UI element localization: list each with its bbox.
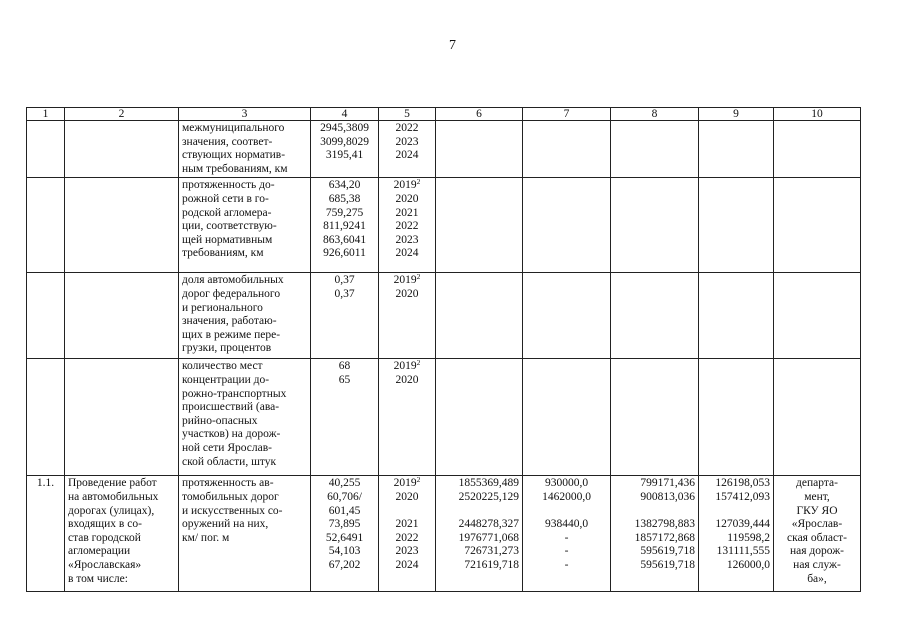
federal-funding-cell (523, 359, 611, 476)
indicator-value-cell: 68 65 (311, 359, 379, 476)
year-line (382, 505, 432, 519)
column-number: 8 (611, 108, 699, 121)
year-line (382, 545, 432, 559)
total-funding-cell (436, 121, 523, 178)
year-line (382, 532, 432, 546)
year-line (382, 136, 432, 150)
year-value: 2024 (395, 149, 419, 162)
column-number-row (27, 108, 861, 121)
total-funding-cell (436, 359, 523, 476)
year-line (382, 518, 432, 532)
year-line (382, 360, 432, 374)
year-cell (379, 359, 436, 476)
year-value: 2021 (395, 518, 419, 531)
column-number: 1 (27, 108, 65, 121)
table-row (27, 121, 861, 178)
activity-name-cell: Проведение работ на автомобильных дорогах (улицах), входящих в со- став городской агломерации «Ярославская» в том числе: (65, 476, 179, 592)
year-line (382, 149, 432, 163)
executor-cell (774, 178, 861, 273)
year-line (382, 274, 432, 288)
year-value: 2019 (393, 477, 417, 490)
footnote-marker: 2 (416, 358, 421, 368)
table-row (27, 273, 861, 359)
year-value: 2023 (395, 233, 419, 246)
year-value: 2019 (393, 360, 417, 373)
activity-name-cell (65, 273, 179, 359)
table-row (27, 476, 861, 592)
indicator-name-cell: доля автомобильных дорог федерального и регионального значения, работаю- щих в режиме пере- грузки, процентов (179, 273, 311, 359)
item-number-cell (27, 273, 65, 359)
indicator-name-cell: межмуниципального значения, соответ- ствующих норматив- ным требованиям, км (179, 121, 311, 178)
indicator-name-cell: протяженность до- рожной сети в го- родской агломера- ции, соответствую- щей нормативным требованиям, км (179, 178, 311, 273)
year-cell (379, 121, 436, 178)
regional-funding-cell (611, 121, 699, 178)
column-number: 5 (379, 108, 436, 121)
year-value: 2023 (395, 135, 419, 148)
year-value: 2024 (395, 247, 419, 260)
year-value: 2020 (395, 373, 419, 386)
page-number: 7 (449, 38, 456, 53)
regional-funding-cell (611, 273, 699, 359)
federal-funding-cell: 930000,0 1462000,0 938440,0 - - - (523, 476, 611, 592)
year-value: 2023 (395, 545, 419, 558)
year-cell (379, 273, 436, 359)
year-value: 2024 (395, 558, 419, 571)
year-line (382, 288, 432, 302)
regional-funding-cell (611, 178, 699, 273)
footnote-marker: 2 (416, 177, 421, 187)
indicator-name-cell: протяженность ав- томобильных дорог и искусственных со- оружений на них, км/ пог. м (179, 476, 311, 592)
local-funding-cell (699, 359, 774, 476)
executor-cell (774, 359, 861, 476)
local-funding-cell: 126198,053 157412,093 127039,444 119598,2 131111,555 126000,0 (699, 476, 774, 592)
column-number: 10 (774, 108, 861, 121)
year-line (382, 179, 432, 193)
year-line (382, 122, 432, 136)
local-funding-cell (699, 121, 774, 178)
indicator-value-cell: 0,37 0,37 (311, 273, 379, 359)
table-row (27, 178, 861, 273)
item-number-cell (27, 359, 65, 476)
federal-funding-cell (523, 121, 611, 178)
indicator-value-cell: 40,255 60,706/ 601,45 73,895 52,6491 54,103 67,202 (311, 476, 379, 592)
item-number-cell (27, 121, 65, 178)
federal-funding-cell (523, 178, 611, 273)
indicator-name-cell: количество мест концентрации до- рожно-транспортных происшествий (ава- рийно-опасных участков) на дорож- ной сети Ярослав- ской области, штук (179, 359, 311, 476)
executor-cell: департа- мент, ГКУ ЯО «Ярослав- ская област- ная дорож- ная служ- ба», (774, 476, 861, 592)
year-value: 2020 (395, 287, 419, 300)
indicator-value-cell: 634,20 685,38 759,275 811,9241 863,6041 926,6011 (311, 178, 379, 273)
footnote-marker: 2 (416, 272, 421, 282)
year-line (382, 234, 432, 248)
item-number-cell (27, 178, 65, 273)
column-number: 7 (523, 108, 611, 121)
indicator-value-cell: 2945,3809 3099,8029 3195,41 (311, 121, 379, 178)
year-value: 2022 (395, 531, 419, 544)
year-cell (379, 476, 436, 592)
year-line (382, 247, 432, 261)
total-funding-cell (436, 273, 523, 359)
year-line (382, 491, 432, 505)
year-line (382, 207, 432, 221)
year-value: 2022 (395, 122, 419, 134)
activity-name-cell (65, 121, 179, 178)
executor-cell (774, 273, 861, 359)
regional-funding-cell: 799171,436 900813,036 1382798,883 1857172,868 595619,718 595619,718 (611, 476, 699, 592)
local-funding-cell (699, 273, 774, 359)
federal-funding-cell (523, 273, 611, 359)
column-number: 6 (436, 108, 523, 121)
executor-cell (774, 121, 861, 178)
year-line (382, 220, 432, 234)
activity-name-cell (65, 359, 179, 476)
activity-name-cell (65, 178, 179, 273)
year-value: 2019 (393, 179, 417, 192)
regional-funding-cell (611, 359, 699, 476)
local-funding-cell (699, 178, 774, 273)
total-funding-cell (436, 178, 523, 273)
total-funding-cell: 1855369,489 2520225,129 2448278,327 1976771,068 726731,273 721619,718 (436, 476, 523, 592)
year-value: 2020 (395, 192, 419, 205)
program-table (26, 107, 861, 592)
year-line (382, 374, 432, 388)
year-value: 2020 (395, 490, 419, 503)
year-line (382, 193, 432, 207)
year-line (382, 559, 432, 573)
year-value: 2019 (393, 274, 417, 287)
column-number: 9 (699, 108, 774, 121)
year-line (382, 477, 432, 491)
year-value: 2021 (395, 206, 419, 219)
item-number-cell: 1.1. (27, 476, 65, 592)
footnote-marker: 2 (416, 475, 421, 485)
column-number: 3 (179, 108, 311, 121)
year-cell (379, 178, 436, 273)
table-row (27, 359, 861, 476)
year-value: 2022 (395, 220, 419, 233)
column-number: 4 (311, 108, 379, 121)
column-number: 2 (65, 108, 179, 121)
